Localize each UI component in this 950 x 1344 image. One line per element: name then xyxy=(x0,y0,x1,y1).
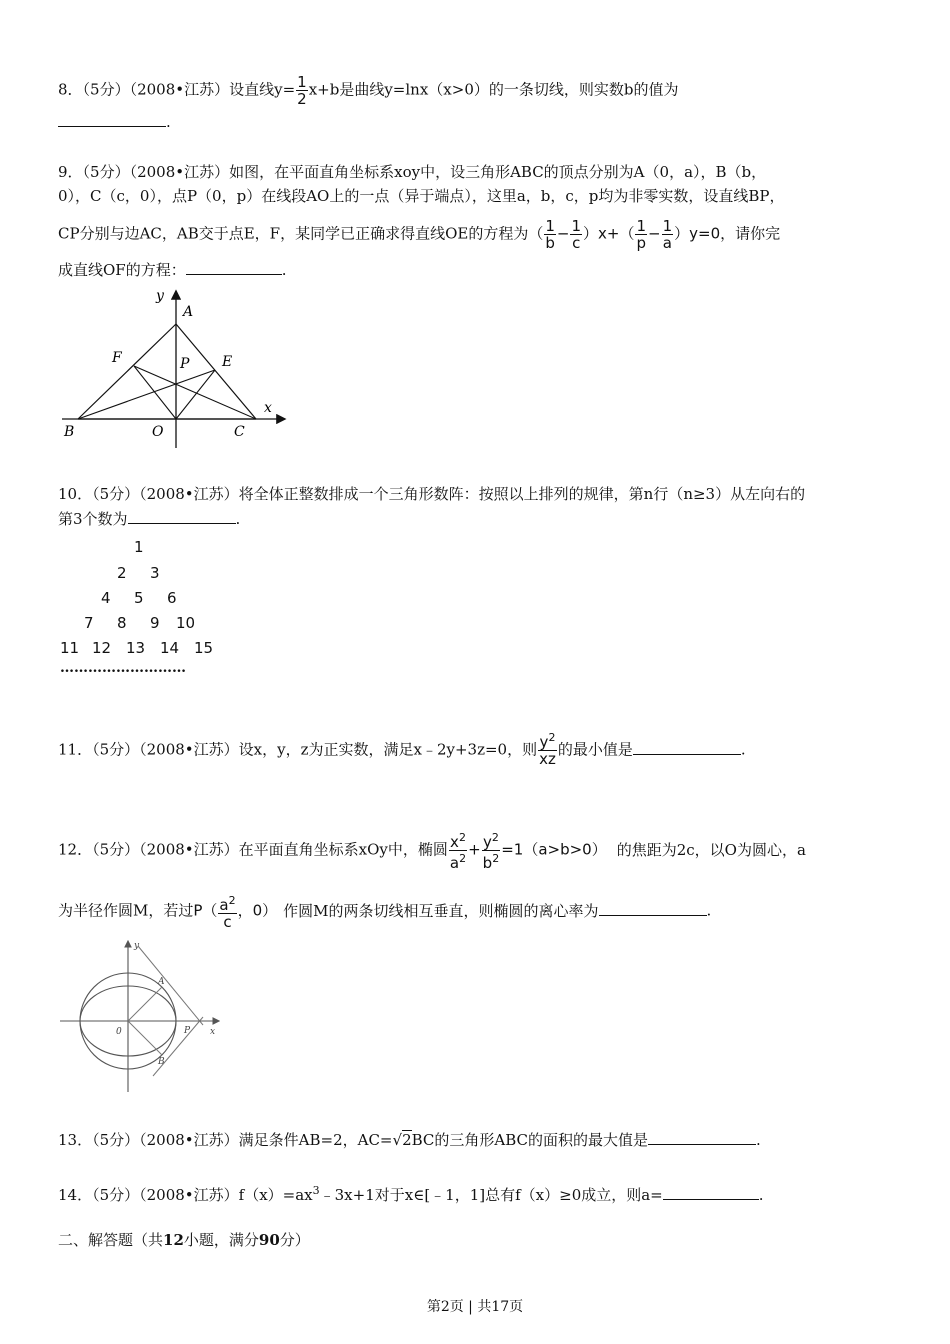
q12-frac-x2a2: $\frac{x^2}{a^2}$ xyxy=(449,831,467,872)
q12-ellipse-figure xyxy=(58,938,226,1094)
fig9-label-y: y xyxy=(156,288,164,304)
q12-frac-y2b2: $\frac{y^2}{b^2}$ xyxy=(482,831,500,872)
fig9-label-P: P xyxy=(180,356,190,372)
sqrt-symbol: √ xyxy=(392,1131,403,1149)
q8-answer-line: . xyxy=(58,112,171,132)
q8-prefix: 8．（5分）（2008•江苏）设直线y= xyxy=(58,80,296,99)
question-14: 14．（5分）（2008•江苏）$f(x)=ax^3﹣3x+1$对于x∈[﹣1，1]总有f（x）≥0成立，则a= . xyxy=(58,1184,764,1204)
fig9-label-B: B xyxy=(64,424,75,440)
q14-answer-blank[interactable] xyxy=(663,1185,759,1200)
fig9-label-C: C xyxy=(234,424,245,440)
tri-num: 13 xyxy=(126,639,146,657)
tri-num: 11 xyxy=(60,639,80,657)
q9-frac-1a: $\frac{1}{a}$ xyxy=(662,217,673,252)
question-11: 11．（5分）（2008•江苏）设x，y，z为正实数，满足x﹣2y+3z=0，则 $\frac{y^2}{xz}$ 的最小值是 . xyxy=(58,731,746,768)
tri-num: 12 xyxy=(92,639,112,657)
q9-line4: 成直线OF的方程： . xyxy=(58,261,287,279)
q12-frac-a2c: $\frac{a^2}{c}$ xyxy=(219,894,236,931)
q10-answer-blank[interactable] xyxy=(128,509,236,524)
fig12-label-B: B xyxy=(158,1057,165,1067)
fig9-label-A: A xyxy=(183,304,194,320)
section-2-heading: 二、解答题（共12小题，满分90分） xyxy=(58,1231,310,1249)
q9-line2: 0），C（c，0），点P（0，p）在线段AO上的一点（异于端点），这里a，b，c，p均为非零实数，设直线BP， xyxy=(58,187,785,205)
tri-num: 9 xyxy=(150,614,160,632)
q12-line2: 为半径作圆M，若过P（ $\frac{a^2}{c}$ ，0） 作圆M的两条切线相互垂直，则椭圆的离心率为 . xyxy=(58,894,712,931)
q13-answer-blank[interactable] xyxy=(648,1130,756,1145)
q8-suffix: x+b是曲线y=lnx（x>0）的一条切线，则实数b的值为 xyxy=(308,80,679,99)
page-footer: 第2页 | 共17页 xyxy=(426,1299,524,1315)
q9-triangle-figure xyxy=(56,286,296,454)
q10-line1: 10．（5分）（2008•江苏）将全体正整数排成一个三角形数阵：按照以上排列的规律，第n行（n≥3）从左向右的 xyxy=(58,485,806,503)
tri-num: 15 xyxy=(194,639,214,657)
fig12-label-O: 0 xyxy=(116,1027,122,1037)
tri-ellipsis: ……………………… xyxy=(60,660,186,676)
q9-answer-blank[interactable] xyxy=(186,260,282,275)
tri-num: 14 xyxy=(160,639,180,657)
q11-answer-blank[interactable] xyxy=(633,740,741,755)
tri-num: 4 xyxy=(101,589,111,607)
tri-num: 1 xyxy=(134,538,144,556)
question-13: 13．（5分）（2008•江苏）满足条件AB=2，AC=√2BC的三角形ABC的面积的最大值是 . xyxy=(58,1131,761,1149)
fig9-label-x: x xyxy=(264,400,272,416)
q11-fraction: $\frac{y^2}{xz}$ xyxy=(539,731,556,768)
q8-answer-blank[interactable] xyxy=(58,112,166,127)
fig9-label-O: O xyxy=(152,424,164,440)
fig9-label-F: F xyxy=(112,350,122,366)
q10-line2: 第3个数为 . xyxy=(58,510,241,528)
q12-line1: 12．（5分）（2008•江苏）在平面直角坐标系xOy中，椭圆 $\frac{x^2}{a^2}$ + $\frac{y^2}{b^2}$ =1（a>b>0） 的焦距为2c，以O为圆心，a xyxy=(58,831,806,872)
q9-frac-1p: $\frac{1}{p}$ xyxy=(636,217,647,252)
fig12-label-x: x xyxy=(210,1027,216,1037)
question-8 xyxy=(58,74,678,107)
q9-frac-1b: $\frac{1}{b}$ xyxy=(545,217,555,252)
q9-line3: CP分别与边AC，AB交于点E，F，某同学已正确求得直线OE的方程为（ $\frac{1}{b}$ − $\frac{1}{c}$ ）x+（ $\frac{1}{p}$ − $\frac{1}{a}$ ）y=0，请你完 xyxy=(58,217,781,252)
tri-num: 3 xyxy=(150,564,160,582)
tri-num: 8 xyxy=(117,614,127,632)
tri-num: 6 xyxy=(167,589,177,607)
fig12-label-A: A xyxy=(158,977,165,987)
q8-fraction: $\frac{1}{2}$ xyxy=(297,73,307,108)
tri-num: 5 xyxy=(134,589,144,607)
tri-num: 2 xyxy=(117,564,127,582)
fig12-label-P: P xyxy=(184,1026,191,1036)
tri-num: 7 xyxy=(84,614,94,632)
q9-frac-1c: $\frac{1}{c}$ xyxy=(571,217,582,252)
q12-answer-blank[interactable] xyxy=(599,901,707,916)
tri-num: 10 xyxy=(176,614,196,632)
fig12-label-y: y xyxy=(134,941,140,951)
q9-line1: 9．（5分）（2008•江苏）如图，在平面直角坐标系xoy中，设三角形ABC的顶点分别为A（0，a），B（b， xyxy=(58,163,767,181)
fig9-label-E: E xyxy=(222,354,233,370)
